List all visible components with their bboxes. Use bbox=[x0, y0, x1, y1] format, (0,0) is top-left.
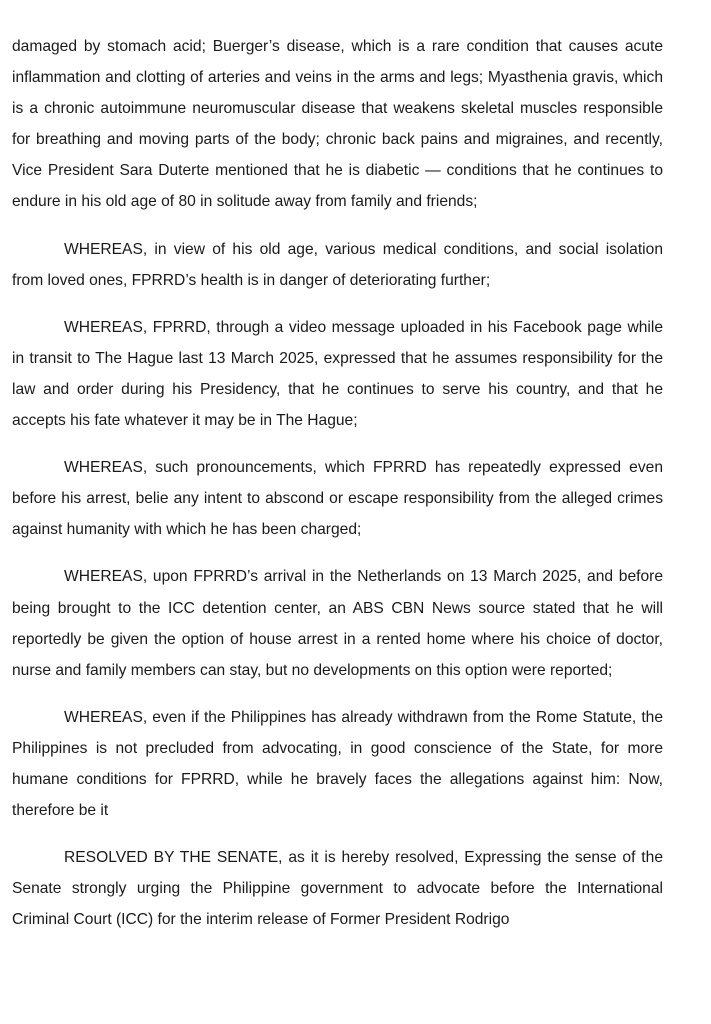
document-page bbox=[12, 31, 663, 935]
whereas-pronouncements-paragraph: WHEREAS, such pronouncements, which FPRRD has repeatedly expressed even before his arrest, belie any intent to abscond or escape responsibility from the alleged crimes against humanity with which he has been charged; bbox=[12, 459, 663, 539]
whereas-house-arrest-paragraph: WHEREAS, upon FPRRD’s arrival in the Netherlands on 13 March 2025, and before being brought to the ICC detention center, an ABS CBN News source stated that he will reportedly be given the option of house arrest in a rented home where his choice of doctor, nurse and family members can stay, but no developments on this option were reported; bbox=[12, 568, 663, 679]
resolved-paragraph: RESOLVED BY THE SENATE, as it is hereby resolved, Expressing the sense of the Senate strongly urging the Philippine government to advocate before the International Criminal Court (ICC) for the interim release of Former President Rodrigo bbox=[12, 849, 663, 929]
whereas-health-paragraph: WHEREAS, in view of his old age, various medical conditions, and social isolation from loved ones, FPRRD’s health is in danger of deteriorating further; bbox=[12, 240, 663, 289]
whereas-video-message-paragraph: WHEREAS, FPRRD, through a video message uploaded in his Facebook page while in transit to The Hague last 13 March 2025, expressed that he assumes responsibility for the law and order during his Presidency, that he continues to serve his country, and that he accepts his fate whatever it may be in The Hague; bbox=[12, 318, 663, 430]
paragraph-continuation: damaged by stomach acid; Buerger’s disease, which is a rare condition that causes acute inflammation and clotting of arteries and veins in the arms and legs; Myasthenia gravis, which is a chronic autoimmune neuromuscular disease that weakens skeletal muscles responsible for breathing and moving parts of the body; chronic back pains and migraines, and recently, Vice President Sara Duterte mentioned that he is diabetic — conditions that he continues to endure in his old age of 80 in solitude away from family and friends; bbox=[12, 38, 663, 211]
whereas-rome-statute-paragraph: WHEREAS, even if the Philippines has already withdrawn from the Rome Statute, the Philippines is not precluded from advocating, in good conscience of the State, for more humane conditions for FPRRD, while he bravely faces the allegations against him: Now, therefore be it bbox=[12, 708, 663, 820]
